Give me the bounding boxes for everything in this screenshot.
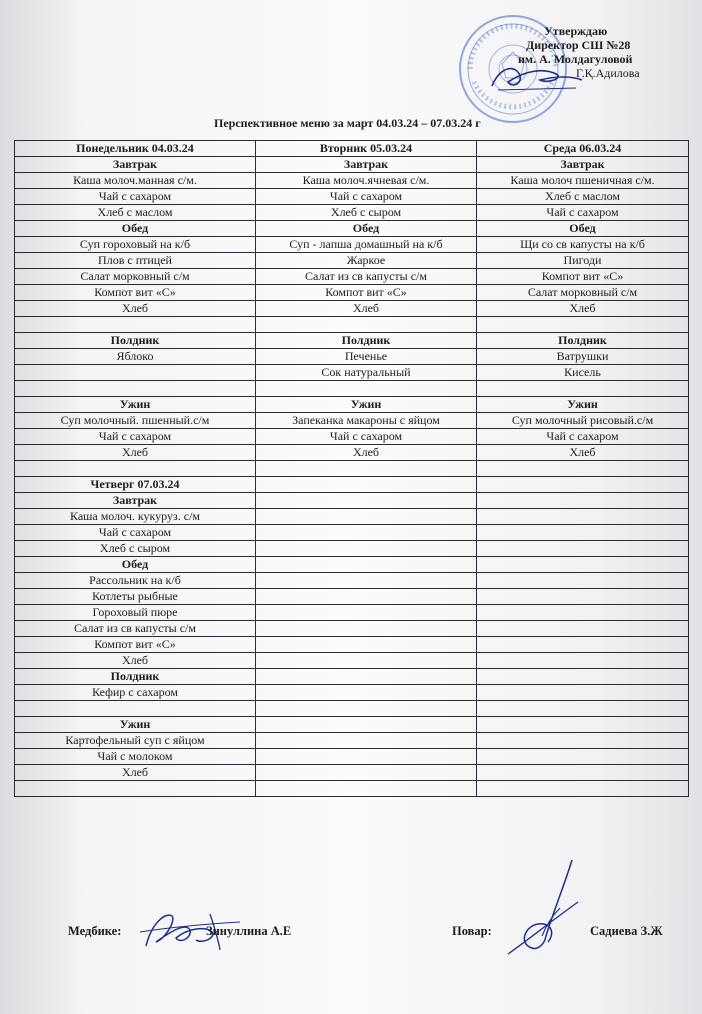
menu-cell: Чай с сахаром — [256, 429, 477, 445]
menu-cell — [256, 621, 477, 637]
menu-row — [15, 221, 689, 237]
menu-cell: Запеканка макароны с яйцом — [256, 413, 477, 429]
menu-row — [15, 205, 689, 221]
menu-cell — [256, 557, 477, 573]
menu-row — [15, 173, 689, 189]
menu-cell — [15, 461, 256, 477]
menu-cell — [477, 781, 689, 797]
menu-cell: Хлеб — [15, 765, 256, 781]
menu-heading-cell: Ужин — [477, 397, 689, 413]
menu-row — [15, 509, 689, 525]
menu-cell: Хлеб с сыром — [15, 541, 256, 557]
menu-heading-cell: Полдник — [256, 333, 477, 349]
menu-cell — [477, 685, 689, 701]
menu-title: Перспективное меню за март 04.03.24 – 07.03.24 г — [214, 116, 481, 130]
menu-cell: Хлеб с маслом — [15, 205, 256, 221]
menu-row — [15, 717, 689, 733]
menu-row — [15, 253, 689, 269]
menu-cell — [256, 685, 477, 701]
menu-cell — [256, 781, 477, 797]
menu-cell: Салат из св капусты с/м — [15, 621, 256, 637]
menu-row — [15, 589, 689, 605]
menu-row — [15, 541, 689, 557]
menu-heading-cell: Ужин — [15, 717, 256, 733]
menu-cell — [256, 573, 477, 589]
menu-row — [15, 189, 689, 205]
menu-cell: Картофельный суп с яйцом — [15, 733, 256, 749]
menu-cell: Компот вит «С» — [15, 285, 256, 301]
menu-row — [15, 445, 689, 461]
menu-row — [15, 413, 689, 429]
menu-cell: Гороховый пюре — [15, 605, 256, 621]
menu-row — [15, 557, 689, 573]
approval-line: им. А. Молдагуловой — [518, 52, 633, 66]
menu-cell — [477, 525, 689, 541]
menu-cell: Чай с сахаром — [15, 429, 256, 445]
menu-cell: Каша молоч пшеничная с/м. — [477, 173, 689, 189]
menu-heading-cell: Ужин — [15, 397, 256, 413]
menu-row — [15, 477, 689, 493]
menu-cell: Компот вит «С» — [477, 269, 689, 285]
menu-cell: Хлеб с маслом — [477, 189, 689, 205]
menu-row — [15, 701, 689, 717]
menu-row — [15, 669, 689, 685]
menu-cell: Плов с птицей — [15, 253, 256, 269]
approval-line: Утверждаю — [544, 24, 608, 38]
menu-cell: Кисель — [477, 365, 689, 381]
menu-row — [15, 317, 689, 333]
menu-cell: Суп гороховый на к/б — [15, 237, 256, 253]
menu-cell: Чай с сахаром — [477, 429, 689, 445]
cook-label: Повар: — [452, 924, 492, 938]
menu-cell — [477, 637, 689, 653]
menu-cell: Хлеб — [15, 653, 256, 669]
menu-row — [15, 301, 689, 317]
menu-cell — [477, 621, 689, 637]
menu-cell — [477, 493, 689, 509]
menu-cell — [256, 477, 477, 493]
menu-row — [15, 349, 689, 365]
menu-row — [15, 381, 689, 397]
menu-cell — [256, 317, 477, 333]
menu-cell: Хлеб — [477, 301, 689, 317]
menu-row — [15, 685, 689, 701]
menu-row — [15, 237, 689, 253]
menu-heading-cell: Обед — [15, 557, 256, 573]
menu-cell — [256, 605, 477, 621]
menu-heading-cell: Обед — [15, 221, 256, 237]
menu-row — [15, 621, 689, 637]
menu-cell: Хлеб — [15, 301, 256, 317]
menu-cell: Хлеб — [477, 445, 689, 461]
menu-row — [15, 269, 689, 285]
menu-cell: Суп молочный. пшенный.с/м — [15, 413, 256, 429]
approval-line: Г.Қ.Адилова — [576, 66, 640, 80]
menu-row — [15, 141, 689, 157]
menu-heading-cell: Среда 06.03.24 — [477, 141, 689, 157]
menu-heading-cell: Завтрак — [15, 157, 256, 173]
menu-row — [15, 397, 689, 413]
director-signature — [486, 58, 586, 98]
menu-cell — [477, 589, 689, 605]
menu-cell: Салат морковный с/м — [15, 269, 256, 285]
menu-cell — [256, 589, 477, 605]
menu-cell: Хлеб — [15, 445, 256, 461]
menu-cell — [477, 461, 689, 477]
menu-heading-cell: Ужин — [256, 397, 477, 413]
menu-cell: Сок натуральный — [256, 365, 477, 381]
menu-cell — [256, 653, 477, 669]
menu-cell: Каша молоч.манная с/м. — [15, 173, 256, 189]
menu-cell: Чай с сахаром — [15, 525, 256, 541]
menu-cell: Компот вит «С» — [15, 637, 256, 653]
menu-cell: Суп - лапша домашный на к/б — [256, 237, 477, 253]
menu-cell — [477, 749, 689, 765]
menu-cell — [256, 381, 477, 397]
menu-cell — [256, 525, 477, 541]
cook-name: Садиева З.Ж — [590, 924, 663, 938]
nurse-name: Зинуллина А.Е — [206, 924, 292, 938]
menu-heading-cell: Полдник — [15, 669, 256, 685]
menu-cell: Чай с сахаром — [256, 189, 477, 205]
menu-cell — [477, 509, 689, 525]
menu-row — [15, 749, 689, 765]
menu-row — [15, 573, 689, 589]
menu-cell — [477, 701, 689, 717]
menu-cell — [477, 557, 689, 573]
menu-row — [15, 461, 689, 477]
menu-cell: Компот вит «С» — [256, 285, 477, 301]
menu-row — [15, 637, 689, 653]
menu-cell — [15, 701, 256, 717]
menu-row — [15, 285, 689, 301]
menu-cell — [15, 365, 256, 381]
menu-cell — [256, 701, 477, 717]
menu-cell — [477, 317, 689, 333]
menu-cell: Чай с сахаром — [15, 189, 256, 205]
menu-cell — [477, 477, 689, 493]
nurse-label: Медбике: — [68, 924, 122, 938]
menu-row — [15, 733, 689, 749]
menu-cell — [256, 765, 477, 781]
cook-signature — [498, 856, 584, 964]
menu-heading-cell: Понедельник 04.03.24 — [15, 141, 256, 157]
menu-row — [15, 765, 689, 781]
menu-cell — [477, 653, 689, 669]
menu-row — [15, 365, 689, 381]
menu-cell: Каша молоч. кукуруз. с/м — [15, 509, 256, 525]
menu-cell — [256, 461, 477, 477]
menu-heading-cell: Полдник — [477, 333, 689, 349]
menu-cell — [477, 669, 689, 685]
menu-cell: Рассольник на к/б — [15, 573, 256, 589]
menu-row — [15, 493, 689, 509]
menu-row — [15, 429, 689, 445]
menu-cell — [256, 509, 477, 525]
menu-cell — [256, 733, 477, 749]
menu-cell: Суп молочный рисовый.с/м — [477, 413, 689, 429]
menu-heading-cell: Полдник — [15, 333, 256, 349]
approval-line: Директор СШ №28 — [526, 38, 631, 52]
menu-row — [15, 653, 689, 669]
menu-row — [15, 605, 689, 621]
menu-cell: Чай с сахаром — [477, 205, 689, 221]
menu-heading-cell: Завтрак — [15, 493, 256, 509]
menu-cell: Каша молоч.ячневая с/м. — [256, 173, 477, 189]
menu-cell — [477, 381, 689, 397]
menu-cell: Жаркое — [256, 253, 477, 269]
menu-row — [15, 781, 689, 797]
menu-cell — [477, 733, 689, 749]
menu-heading-cell: Обед — [477, 221, 689, 237]
menu-cell: Щи со св капусты на к/б — [477, 237, 689, 253]
menu-cell — [15, 317, 256, 333]
menu-cell — [477, 605, 689, 621]
menu-row — [15, 157, 689, 173]
menu-table — [14, 140, 689, 797]
menu-cell — [256, 493, 477, 509]
menu-cell: Чай с молоком — [15, 749, 256, 765]
menu-cell — [256, 717, 477, 733]
menu-cell: Хлеб с сыром — [256, 205, 477, 221]
menu-cell — [256, 637, 477, 653]
menu-cell — [477, 765, 689, 781]
menu-heading-cell: Четверг 07.03.24 — [15, 477, 256, 493]
menu-cell — [256, 541, 477, 557]
menu-cell: Печенье — [256, 349, 477, 365]
menu-cell — [477, 541, 689, 557]
menu-cell: Салат морковный с/м — [477, 285, 689, 301]
menu-cell: Ватрушки — [477, 349, 689, 365]
menu-cell: Кефир с сахаром — [15, 685, 256, 701]
menu-cell — [15, 781, 256, 797]
menu-cell — [256, 749, 477, 765]
menu-cell — [477, 717, 689, 733]
menu-cell: Яблоко — [15, 349, 256, 365]
menu-heading-cell: Завтрак — [256, 157, 477, 173]
menu-cell — [15, 381, 256, 397]
menu-row — [15, 333, 689, 349]
menu-row — [15, 525, 689, 541]
menu-cell: Хлеб — [256, 445, 477, 461]
menu-heading-cell: Вторник 05.03.24 — [256, 141, 477, 157]
menu-cell — [477, 573, 689, 589]
menu-cell: Хлеб — [256, 301, 477, 317]
menu-cell: Котлеты рыбные — [15, 589, 256, 605]
menu-cell — [256, 669, 477, 685]
menu-heading-cell: Обед — [256, 221, 477, 237]
menu-cell: Салат из св капусты с/м — [256, 269, 477, 285]
menu-cell: Пигоди — [477, 253, 689, 269]
menu-heading-cell: Завтрак — [477, 157, 689, 173]
